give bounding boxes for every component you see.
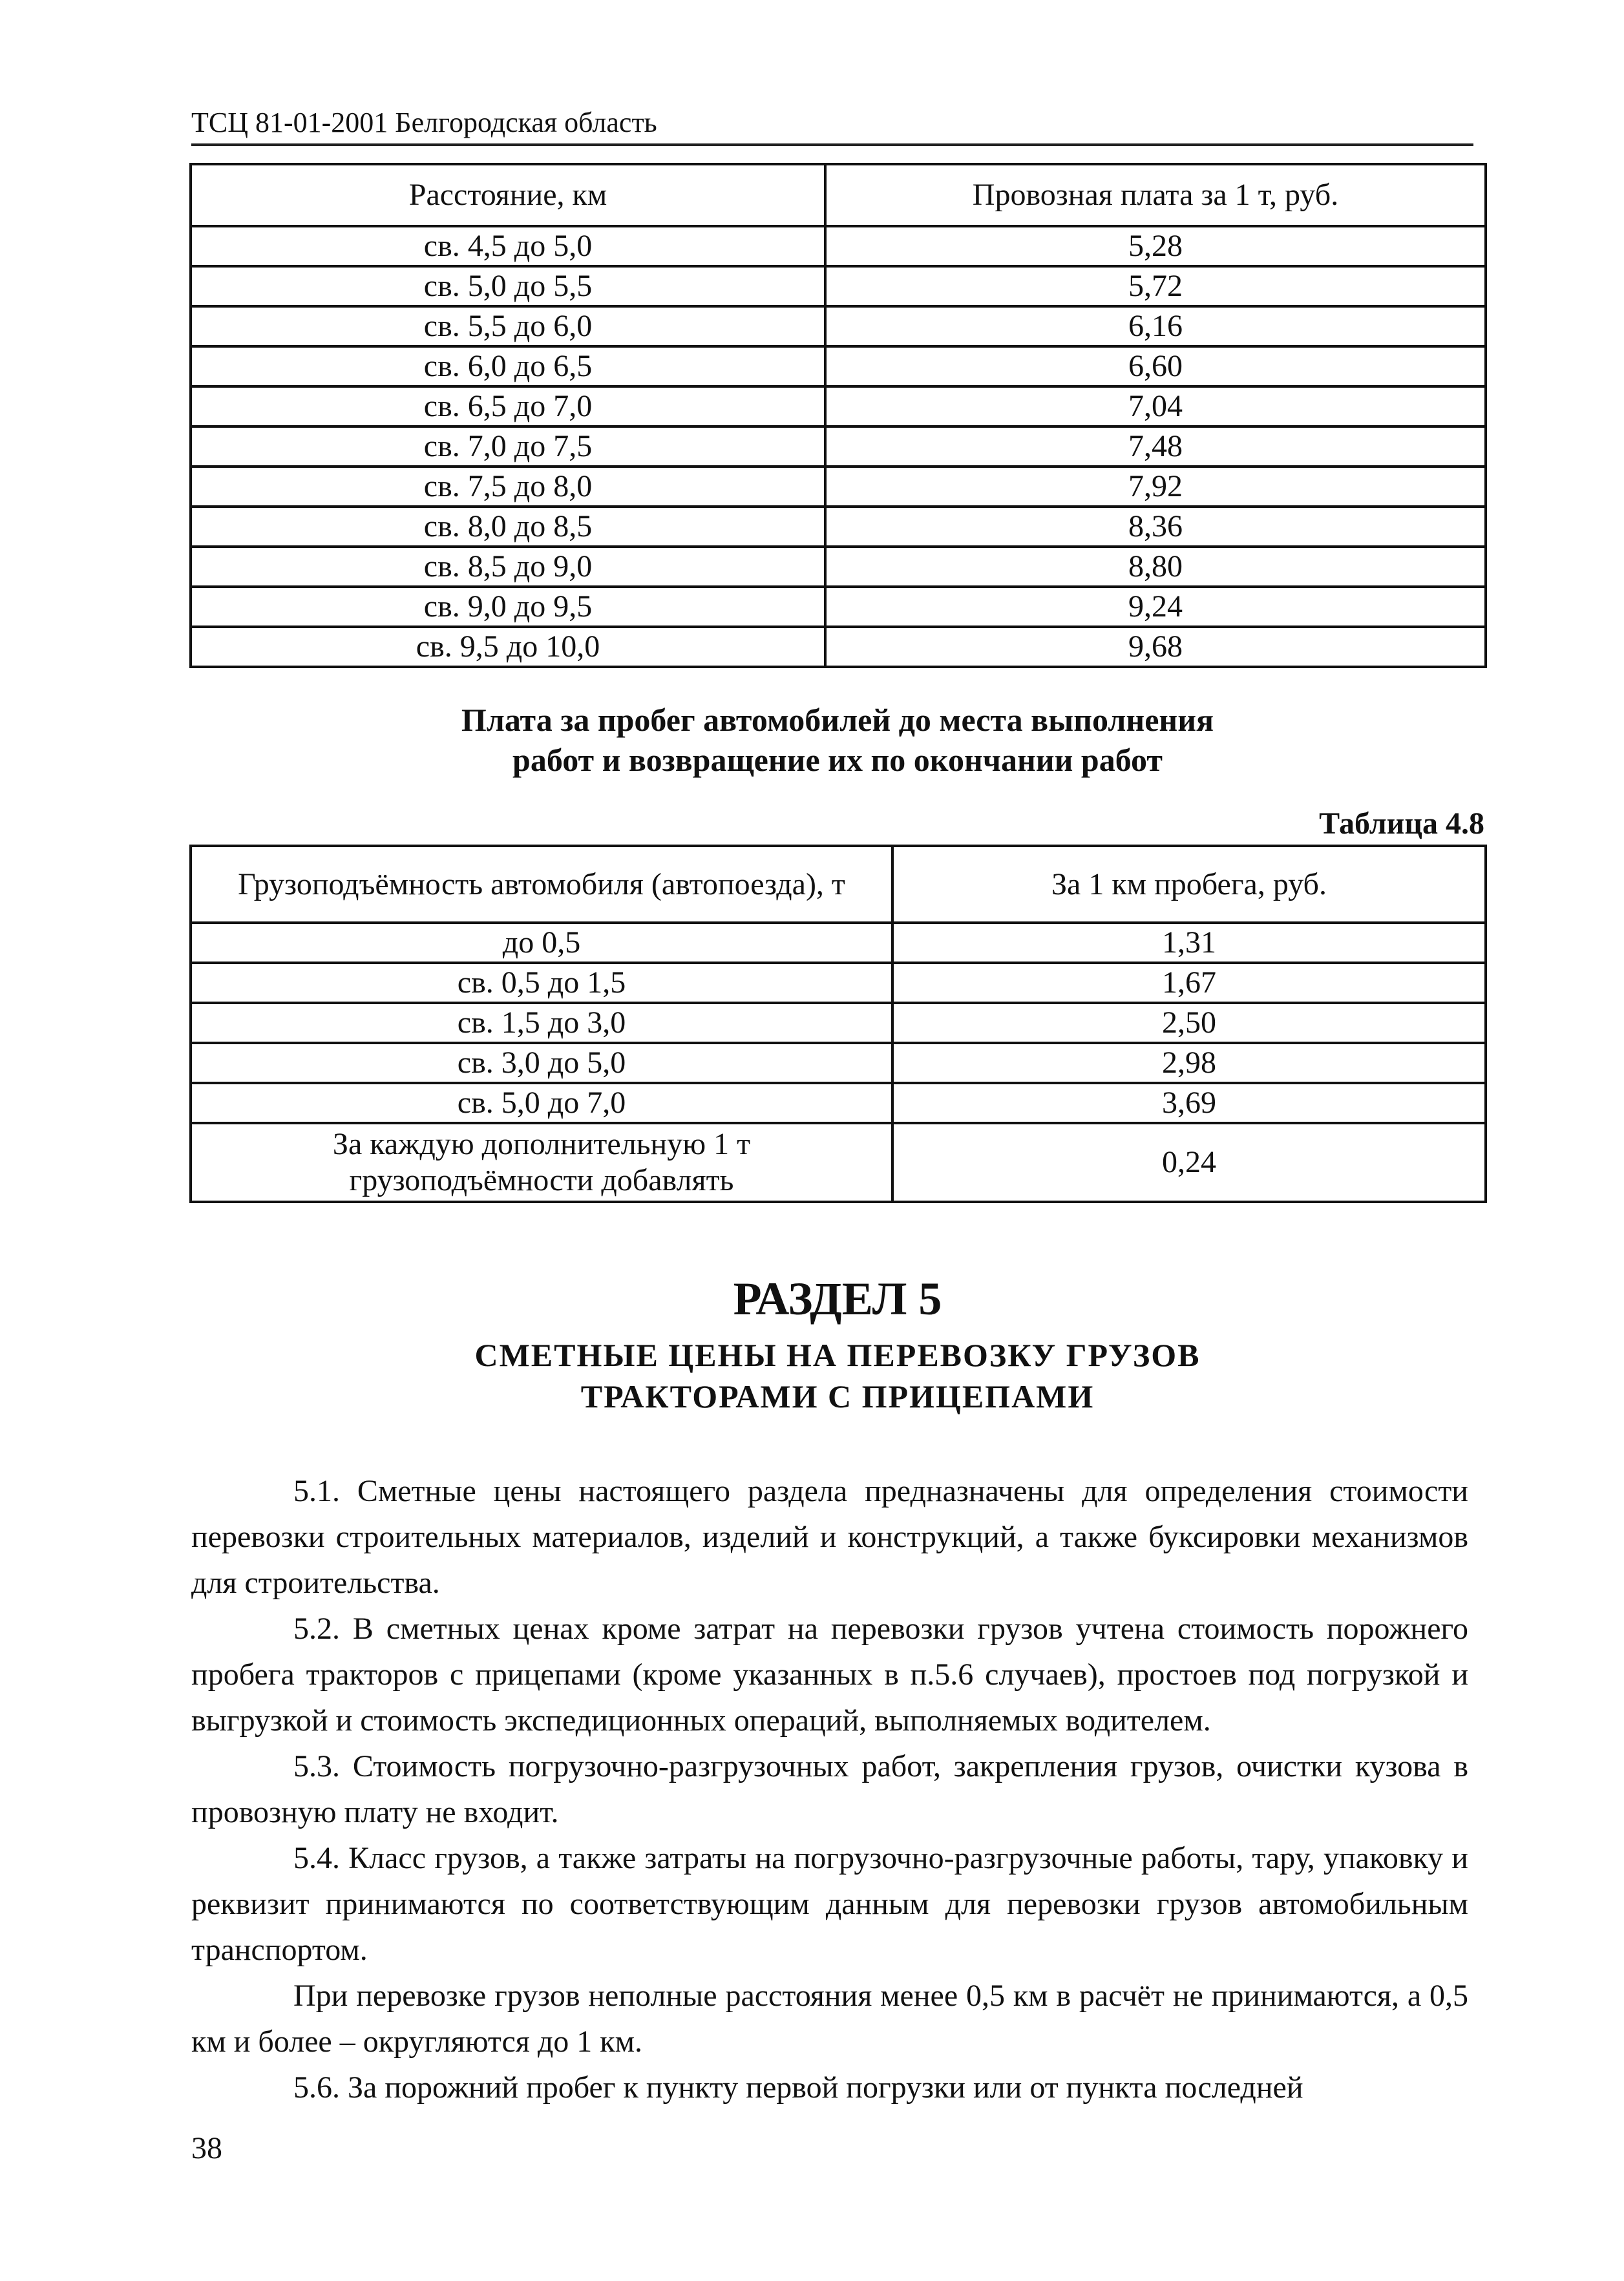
capacity-cell: св. 3,0 до 5,0: [191, 1043, 892, 1083]
table-row: [191, 266, 1486, 306]
distance-cell: св. 6,0 до 6,5: [191, 346, 825, 386]
table-row: [191, 923, 1486, 963]
paragraph: 5.3. Стоимость погрузочно-разгрузочных работ, закрепления грузов, очистки кузова в провозную плату не входит.: [191, 1749, 1468, 1829]
capacity-cell: до 0,5: [191, 923, 892, 963]
capacity-cell: св. 5,0 до 7,0: [191, 1083, 892, 1123]
table-subtitle: [191, 700, 1484, 780]
section-subtitle: [191, 1334, 1484, 1417]
table-header-row: [191, 846, 1486, 923]
table-row: [191, 226, 1486, 266]
table-row: [191, 507, 1486, 547]
table-row: [191, 426, 1486, 467]
subtitle-line: Плата за пробег автомобилей до места выполнения: [461, 702, 1214, 738]
table-row: [191, 1003, 1486, 1043]
table-number: Таблица 4.8: [1319, 806, 1484, 841]
table-row: [191, 1083, 1486, 1123]
fee-cell: 8,36: [825, 507, 1486, 547]
cell-line: За каждую дополнительную 1 т: [332, 1127, 751, 1161]
per-km-cell: 2,50: [892, 1003, 1486, 1043]
fee-cell: 7,48: [825, 426, 1486, 467]
per-km-cell: 1,67: [892, 963, 1486, 1003]
per-km-cell: 0,24: [892, 1123, 1486, 1202]
distance-cell: св. 7,0 до 7,5: [191, 426, 825, 467]
distance-cell: св. 9,0 до 9,5: [191, 587, 825, 627]
distance-cell: св. 5,5 до 6,0: [191, 306, 825, 346]
fee-cell: 6,16: [825, 306, 1486, 346]
per-km-cell: 1,31: [892, 923, 1486, 963]
paragraph: 5.1. Сметные цены настоящего раздела предназначены для определения стоимости перевозки строительных материалов, изделий и конструкций, а также буксировки механизмов для строительства.: [191, 1474, 1468, 1600]
distance-cell: св. 8,5 до 9,0: [191, 547, 825, 587]
paragraph: 5.4. Класс грузов, а также затраты на погрузочно-разгрузочные работы, тару, упаковку и реквизит принимаются по соответствующим данным для перевозки грузов автомобильным транспортом.: [191, 1841, 1468, 1967]
capacity-cell: св. 0,5 до 1,5: [191, 963, 892, 1003]
per-km-cell: 2,98: [892, 1043, 1486, 1083]
paragraph: При перевозке грузов неполные расстояния менее 0,5 км в расчёт не принимаются, а 0,5 км и более – округляются до 1 км.: [191, 1979, 1468, 2059]
fee-cell: 9,24: [825, 587, 1486, 627]
distance-cell: св. 4,5 до 5,0: [191, 226, 825, 266]
page-number: 38: [191, 2131, 222, 2165]
cell-line: грузоподъёмности добавлять: [349, 1163, 734, 1197]
fee-cell: 6,60: [825, 346, 1486, 386]
table-row: [191, 587, 1486, 627]
distance-cell: св. 5,0 до 5,5: [191, 266, 825, 306]
section-subtitle-line: ТРАКТОРАМИ С ПРИЦЕПАМИ: [580, 1378, 1095, 1414]
distance-cell: св. 7,5 до 8,0: [191, 467, 825, 507]
distance-cell: св. 6,5 до 7,0: [191, 386, 825, 426]
per-km-cell: 3,69: [892, 1083, 1486, 1123]
column-header-per-km: За 1 км пробега, руб.: [892, 846, 1486, 923]
table-row: [191, 627, 1486, 667]
table-row: [191, 467, 1486, 507]
table-row: [191, 963, 1486, 1003]
running-header: ТСЦ 81-01-2001 Белгородская область: [191, 103, 1473, 146]
fee-cell: 9,68: [825, 627, 1486, 667]
table-row: [191, 1123, 1486, 1202]
table-row: [191, 346, 1486, 386]
fee-cell: 5,28: [825, 226, 1486, 266]
fee-cell: 7,92: [825, 467, 1486, 507]
column-header-distance: Расстояние, км: [191, 164, 825, 226]
mileage-fee-table: [189, 845, 1487, 1203]
section-title: РАЗДЕЛ 5: [733, 1273, 942, 1325]
subtitle-line: работ и возвращение их по окончании работ: [512, 742, 1163, 778]
fee-cell: 8,80: [825, 547, 1486, 587]
capacity-cell: св. 1,5 до 3,0: [191, 1003, 892, 1043]
body-text: [191, 1468, 1468, 2110]
distance-cell: св. 9,5 до 10,0: [191, 627, 825, 667]
table-row: [191, 386, 1486, 426]
table-row: [191, 306, 1486, 346]
fee-cell: 5,72: [825, 266, 1486, 306]
capacity-cell: [191, 1123, 892, 1202]
table-row: [191, 547, 1486, 587]
table-header-row: [191, 164, 1486, 226]
column-header-capacity: Грузоподъёмность автомобиля (автопоезда), т: [191, 846, 892, 923]
paragraph: 5.6. За порожний пробег к пункту первой погрузки или от пункта последней: [293, 2070, 1303, 2105]
column-header-fee: Провозная плата за 1 т, руб.: [825, 164, 1486, 226]
paragraph: 5.2. В сметных ценах кроме затрат на перевозки грузов учтена стоимость порожнего пробега тракторов с прицепами (кроме указанных в п.5.6 случаев), простоев под погрузкой и выгрузкой и стоимость экспедиционных операций, выполняемых водителем.: [191, 1612, 1468, 1738]
distance-fee-table: [189, 163, 1487, 668]
table-row: [191, 1043, 1486, 1083]
distance-cell: св. 8,0 до 8,5: [191, 507, 825, 547]
fee-cell: 7,04: [825, 386, 1486, 426]
section-subtitle-line: СМЕТНЫЕ ЦЕНЫ НА ПЕРЕВОЗКУ ГРУЗОВ: [474, 1337, 1201, 1373]
